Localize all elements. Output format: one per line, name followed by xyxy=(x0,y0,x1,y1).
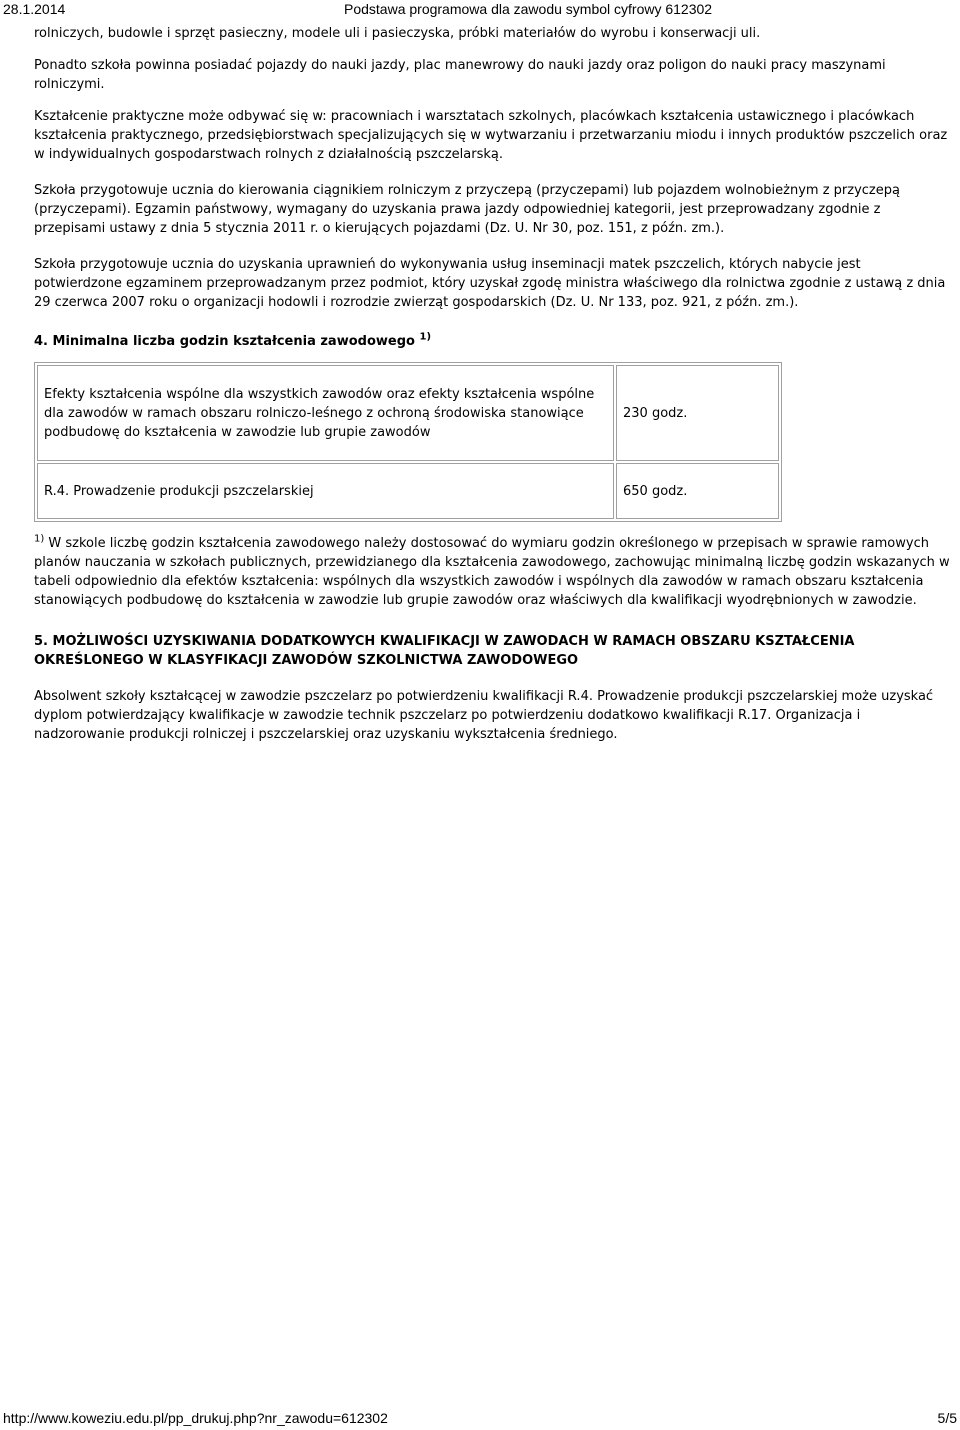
footnote-text: W szkole liczbę godzin kształcenia zawodowego należy dostosować do wymiaru godzin określonego w przepisach w sprawie ramowych planów nauczania w szkołach publicznych, przewidzianego dla kształcenia zawodowego, zachowując minimalną liczbę godzin wskazanych w tabeli odpowiednio dla efektów kształcenia: wspólnych dla wszystkich zawodów i wspólnych dla zawodów w ramach obszaru kształcenia stanowiących podbudowę do kształcenia w zawodzie lub grupie zawodów oraz właściwych dla kwalifikacji wyodrębnionych w zawodzie. xyxy=(34,536,950,608)
footnote-marker: 1) xyxy=(34,533,45,545)
page-title: Podstawa programowa dla zawodu symbol cyfrowy 612302 xyxy=(344,1,713,17)
table-cell-description: Efekty kształcenia wspólne dla wszystkich zawodów oraz efekty kształcenia wspólne dla zawodów w ramach obszaru rolniczo-leśnego z ochroną środowiska stanowiące podbudowę do kształcenia w zawodzie lub grupie zawodów xyxy=(37,365,614,461)
print-date: 28.1.2014 xyxy=(3,1,66,17)
table-row xyxy=(37,463,779,519)
document-body xyxy=(34,20,952,744)
table-cell-description: R.4. Prowadzenie produkcji pszczelarskiej xyxy=(37,463,614,519)
section-4-heading-text: 4. Minimalna liczba godzin kształcenia zawodowego xyxy=(34,334,415,349)
paragraph-practical-training: Kształcenie praktyczne może odbywać się w: pracowniach i warsztatach szkolnych, placówkach kształcenia ustawicznego i placówkach kształcenia praktycznego, przedsiębiorstwach specjalizujących się w wytwarzaniu i przetwarzaniu miodu i innych produktów pszczelich oraz w indywidualnych gospodarstwach rolnych z działalnością pszczelarską. xyxy=(34,109,948,162)
footer-url: http://www.koweziu.edu.pl/pp_drukuj.php?nr_zawodu=612302 xyxy=(3,1410,388,1426)
section-5-heading: 5. MOŻLIWOŚCI UZYSKIWANIA DODATKOWYCH KWALIFIKACJI W ZAWODACH W RAMACH OBSZARU KSZTAŁCENIA OKREŚLONEGO W KLASYFIKACJI ZAWODÓW SZKOLNICTWA ZAWODOWEGO xyxy=(34,634,855,668)
paragraph-tractor-licence: Szkoła przygotowuje ucznia do kierowania ciągnikiem rolniczym z przyczepą (przyczepami) lub pojazdem wolnobieżnym z przyczepą (przyczepami). Egzamin państwowy, wymagany do uzyskania prawa jazdy odpowiedniej kategorii, jest przeprowadzany zgodnie z przepisami ustawy z dnia 5 stycznia 2011 r. o kierujących pojazdami (Dz. U. Nr 30, poz. 151, z późn. zm.). xyxy=(34,183,900,236)
table-cell-hours: 650 godz. xyxy=(616,463,779,519)
table-cell-hours: 230 godz. xyxy=(616,365,779,461)
paragraph-additional-qualifications: Absolwent szkoły kształcącej w zawodzie pszczelarz po potwierdzeniu kwalifikacji R.4. Prowadzenie produkcji pszczelarskiej może uzyskać dyplom potwierdzający kwalifikacje w zawodzie technik pszczelarz po potwierdzeniu dodatkowo kwalifikacji R.17. Organizacja i nadzorowanie produkcji rolniczej i pszczelarskiej oraz uzyskaniu wykształcenia średniego. xyxy=(34,689,934,742)
table-row xyxy=(37,365,779,461)
hours-table xyxy=(34,362,782,522)
paragraph-equipment-continued: rolniczych, budowle i sprzęt pasieczny, modele uli i pasieczyska, próbki materiałów do wyrobu i konserwacji uli. xyxy=(34,26,761,41)
paragraph-vehicles: Ponadto szkoła powinna posiadać pojazdy do nauki jazdy, plac manewrowy do nauki jazdy oraz poligon do nauki pracy maszynami rolniczymi. xyxy=(34,58,886,92)
footnote-ref: 1) xyxy=(419,331,432,343)
section-4-heading xyxy=(34,332,952,351)
page-number: 5/5 xyxy=(937,1410,957,1426)
footnote xyxy=(34,534,952,610)
paragraph-insemination: Szkoła przygotowuje ucznia do uzyskania uprawnień do wykonywania usług inseminacji matek pszczelich, których nabycie jest potwierdzone egzaminem przeprowadzanym przez podmiot, który uzyskał zgodę ministra właściwego dla rolnictwa zgodnie z ustawą z dnia 29 czerwca 2007 roku o organizacji hodowli i rozrodzie zwierząt gospodarskich (Dz. U. Nr 133, poz. 921, z późn. zm.). xyxy=(34,257,946,310)
